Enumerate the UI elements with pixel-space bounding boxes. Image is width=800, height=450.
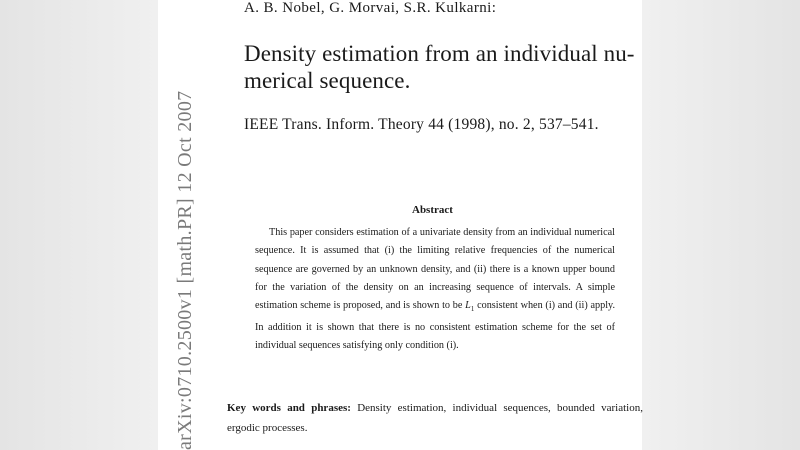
arxiv-identifier-stamp: arXiv:0710.2500v1 [math.PR] 12 Oct 2007 (174, 90, 196, 450)
keywords-text: Density estimation, individual sequences, bounded variation, ergodic processes. (227, 402, 643, 434)
l1-subscript: 1 (470, 305, 475, 314)
title-line-2: merical sequence. (244, 68, 411, 93)
abstract-body (255, 224, 615, 355)
paper-title (244, 40, 642, 94)
abstract-text-part2: consistent when (i) and (ii) apply. In addition it is shown that there is no consistent estimation scheme for the set of individual sequences satisfying only condition (i). (255, 300, 615, 351)
right-margin-background (642, 0, 800, 450)
journal-reference: IEEE Trans. Inform. Theory 44 (1998), no. 2, 537–541. (244, 116, 599, 133)
abstract-text-part1: This paper considers estimation of a univariate density from an individual numerical sequence. It is assumed that (i) the limiting relative frequencies of the numerical sequence are governed by an unknown density, and (ii) there is a known upper bound for the variation of the density on an increasing sequence of intervals. A simple estimation scheme is proposed, and is shown to be (255, 227, 615, 312)
keywords-paragraph (227, 398, 643, 438)
keywords-label: Key words and phrases: (227, 402, 351, 414)
title-line-1: Density estimation from an individual nu- (244, 41, 635, 66)
l1-symbol: L (465, 300, 471, 312)
left-margin-background (0, 0, 158, 450)
authors-line: A. B. Nobel, G. Morvai, S.R. Kulkarni: (244, 0, 497, 16)
abstract-heading: Abstract (412, 204, 453, 216)
